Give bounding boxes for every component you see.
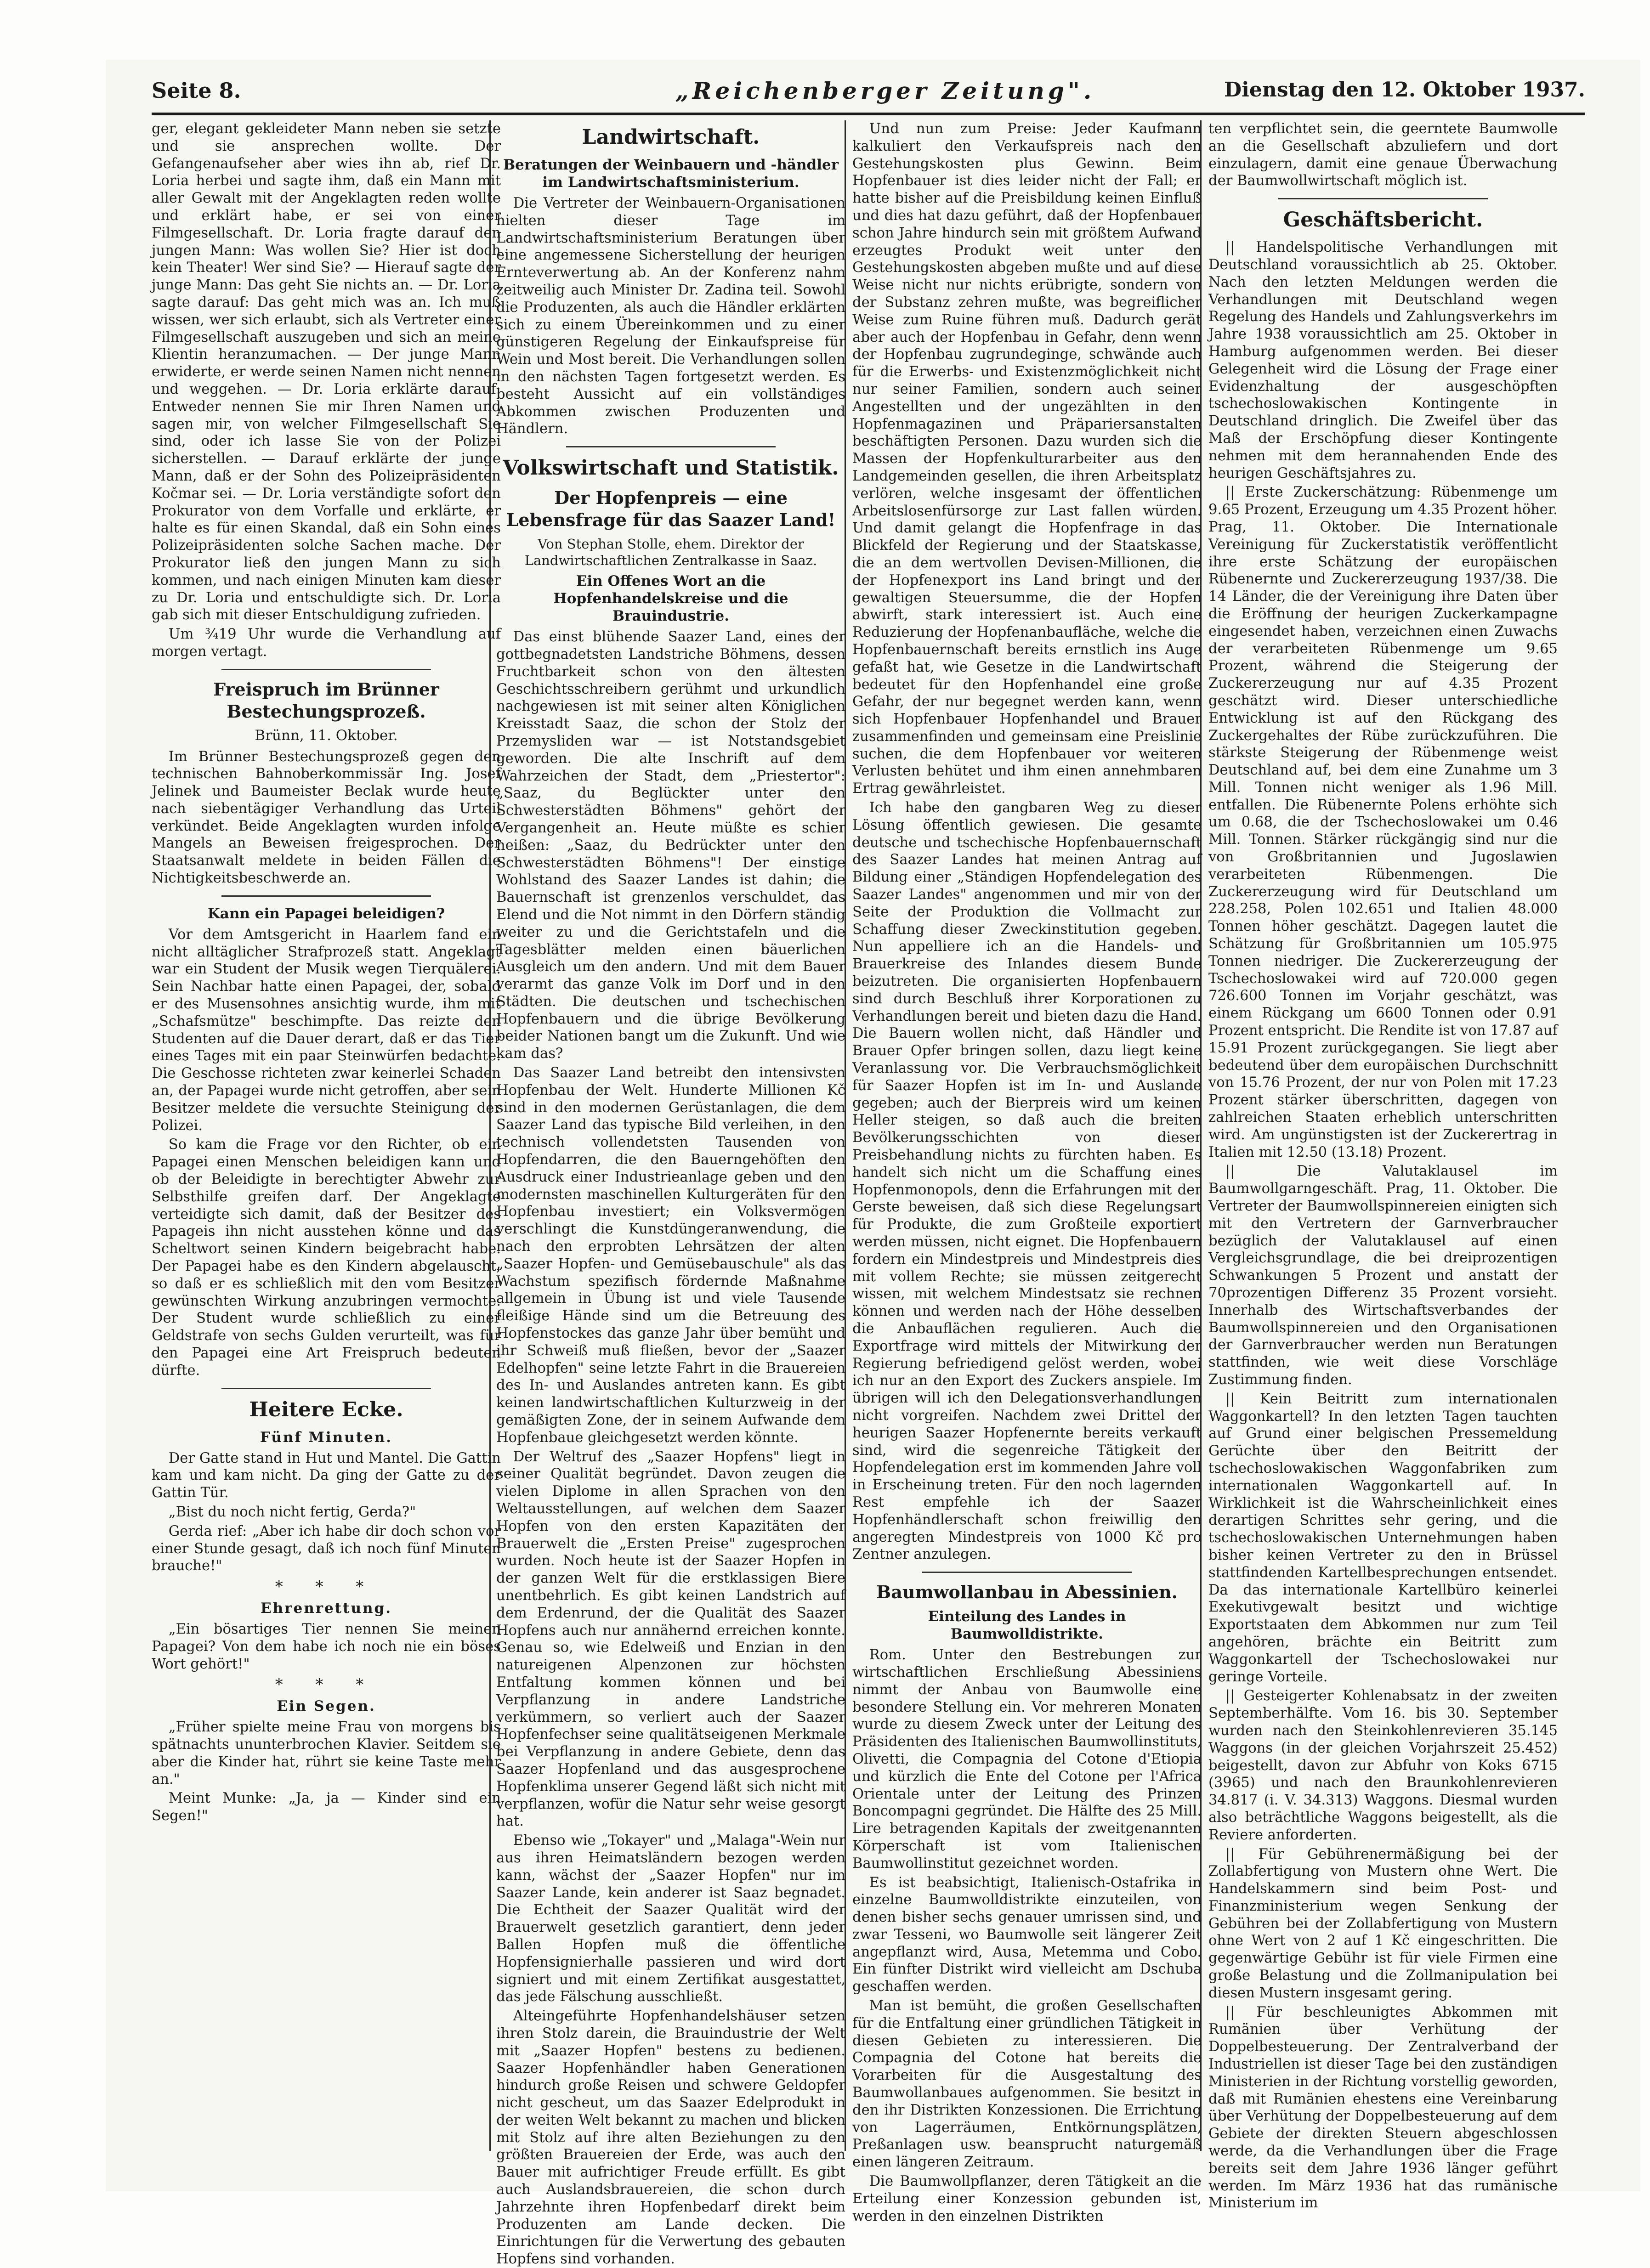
joke-title: Ehrenrettung. [260, 1600, 392, 1617]
page-number: Seite 8. [152, 78, 241, 103]
article-paragraph: Ebenso wie „Tokayer" und „Malaga"-Wein nur aus ihren Heimatsländern bezogen werden kann, wächst der „Saazer Hopfen" nur im Saazer Lande, kein anderer ist Saaz begnadet. Die Echtheit der Saazer Qualität wird der Brauerwelt gesetzlich garantiert, denn jeder Ballen Hopfen muß die öffentliche Hopfensignierhalle passieren und wird dort signiert und mit einem Zertifikat ausgestattet, das jede Fälschung ausschließt. [496, 1832, 845, 2005]
article-paragraph: ger, elegant gekleideter Mann neben sie setzte und sie ansprechen wollte. Der Gefangenaufseher aber wies ihn ab, rief Dr. Loria herbei und sagte ihm, daß ein Mann mit aller Gewalt mit der Angeklagten reden wollte und erklärt habe, er sei von einer Filmgesellschaft. Dr. Loria fragte darauf den jungen Mann: Was wollen Sie? Hier ist doch kein Theater! Wer sind Sie? — Hierauf sagte der junge Mann: Das geht Sie nichts an. — Dr. Loria sagte darauf: Das geht mich was an. Ich muß wissen, wer sich erlaubt, sich als Vertreter einer Filmgesellschaft auszugeben und sich an meine Klientin heranzumachen. — Der junge Mann erwiderte, er werde seinen Namen nicht nennen und weggehen. — Dr. Loria erklärte darauf: Entweder nennen Sie mir Ihren Namen und sagen mir, von welcher Filmgesellschaft Sie sind, oder ich lasse Sie von der Polizei sicherstellen. — Darauf erklärte der junge Mann, daß er der Sohn des Polizeipräsidenten Kočmar sei. — Dr. Loria verständigte sofort den Prokurator von dem Vorfalle und erklärte, er halte es für einen Skandal, daß ein Sohn eines Polizeipräsidenten solche Sachen mache. Der Prokurator ließ den jungen Mann zu sich kommen, und nach einigen Minuten kam dieser zu Dr. Loria und entschuldigte sich. Dr. Loria gab sich mit dieser Entschuldigung zufrieden. [152, 121, 501, 623]
article-paragraph: Rom. Unter den Bestrebungen zur wirtschaftlichen Erschließung Abessiniens nimmt der Anbau von Baumwolle eine besondere Stellung ein. Vor mehreren Monaten wurde zu diesem Zweck unter der Leitung des Präsidenten des Italienischen Baumwollinstituts, Olivetti, die Compagnia del Cotone d'Etiopia und kürzlich die Ente del Cotone per l'Africa Orientale unter der Leitung des Prinzen Boncompagni gegründet. Die Hälfte des 25 Mill. Lire betragenden Kapitals der zweitgenannten Körperschaft ist vom Italienischen Baumwollinstitut gezeichnet worden. [852, 1647, 1202, 1872]
article-paragraph: Der Gatte stand in Hut und Mantel. Die Gattin kam und kam nicht. Da ging der Gatte zu der Gattin Tür. [152, 1450, 501, 1501]
column-2 [496, 120, 845, 2268]
article-paragraph: || Erste Zuckerschätzung: Rübenmenge um 9.65 Prozent, Erzeugung um 4.35 Prozent höher. Prag, 11. Oktober. Die Internationale Vereinigung für Zuckerstatistik veröffentlicht ihre erste Schätzung der europäischen Rübenernte und Zuckererzeugung 1937/38. Die 14 Länder, die der Vereinigung ihre Daten über die Eröffnung der heurigen Zuckerkampagne eingesendet haben, verzeichnen einen Zuwachs der verarbeiteten Rübenmenge um 9.65 Prozent, während die Steigerung der Zuckererzeugung nur auf 4.35 Prozent geschätzt wird. Dieser unterschiedliche Entwicklung ist auf den Rückgang des Zuckergehaltes der Rübe zurückzuführen. Die stärkste Steigerung der Rübenmenge weist Deutschland auf, bei dem eine Zunahme um 3 Mill. Tonnen nicht weniger als 1.96 Mill. entfallen. Die Rübenernte Polens erhöhte sich um 0.68, die der Tschechoslowakei um 0.46 Mill. Tonnen. Stärker rückgängig sind nur die von Großbritannien und Jugoslawien verarbeiteten Rübenmengen. Die Zuckererzeugung wird für Deutschland um 228.258, Polen 102.651 und Italien 48.000 Tonnen höher geschätzt. Dagegen lautet die Schätzung für Großbritannien um 105.975 Tonnen niedriger. Die Zuckererzeugung der Tschechoslowakei wird auf 720.000 gegen 726.600 Tonnen im Vorjahr geschätzt, was einem Rückgang um 6600 Tonnen oder 0.91 Prozent entspricht. Die Rendite ist von 17.87 auf 15.91 Prozent zurückgegangen. Sie liegt aber bedeutend über dem europäischen Durchschnitt von 15.76 Prozent, der nur von Polen mit 17.23 Prozent stärker überschritten, dagegen von zahlreichen Staaten erheblich unterschritten wird. Am ungünstigsten ist der Zuckerertrag in Italien mit 12.50 (13.18) Prozent. [1208, 484, 1558, 1160]
joke-title: Ein Segen. [277, 1698, 376, 1715]
section-heading: Volkswirtschaft und Statistik. [503, 456, 839, 480]
article-headline: Beratungen der Weinbauern und -händler im Landwirtschaftsministerium. [503, 157, 839, 191]
article-divider [922, 1572, 1132, 1573]
article-paragraph: || Für beschleunigtes Abkommen mit Rumänien über Verhütung der Doppelbesteuerung. Der Zentralverband der Industriellen ist dieser Tage bei den zuständigen Ministerien in der Richtung vorstellig geworden, daß mit Rumänien ehestens eine Vereinbarung über Verhütung der Doppelbesteuerung auf dem Gebiete der direkten Steuern abgeschlossen werde, da die Verhandlungen über die Frage bereits seit dem Jahre 1936 länger geführt werden. Im März 1936 hat das rumänische Ministerium im [1208, 2004, 1558, 2211]
article-subheadline: Ein Offenes Wort an die Hopfenhandelskreise und die Brauindustrie. [553, 573, 788, 625]
section-heading: Heitere Ecke. [249, 1397, 403, 1421]
article-paragraph: Und nun zum Preise: Jeder Kaufmann kalkuliert den Verkaufspreis nach den Gestehungskosten plus Gewinn. Beim Hopfenbauer ist dies leider nicht der Fall; er hatte bisher auf die Preisbildung keinen Einfluß und dies hat dazu geführt, daß der Hopfenbauer schon Jahre hindurch sein mit größtem Aufwand erzeugtes Produkt weit unter den Gestehungskosten abgeben mußte und auf diese Weise nicht nur nichts erübrigte, sondern von der Substanz zehren mußte, was begreiflicher Weise zum Ruine führen muß. Dadurch gerät aber auch der Hopfenbau in Gefahr, denn wenn der Hopfenbau zugrundeginge, schwände auch für die Erwerbs- und Existenzmöglichkeit nicht nur seiner Familien, sondern auch seiner Angestellten und der ungezählten in den Hopfenmagazinen und Präpariersanstalten beschäftigten Personen. Dazu wurden sich die Massen der Hopfenkulturarbeiter aus den Landgemeinden gesellen, die ihren Arbeitsplatz verlören, welche insgesamt der öffentlichen Arbeitslosenfürsorge zur Last fallen würden. Und damit gelangt die Hopfenfrage in das Blickfeld der Regierung und der Staatskasse, die an dem wertvollen Devisen-Millionen, die der Hopfenexport ins Land bringt und der gewaltigen Steuersumme, die der Hopfen abwirft, stark interessiert ist. Auch eine Reduzierung der Hopfenanbaufläche, welche die Hopfenbauernschaft bereits ernstlich ins Auge gefaßt hat, wie Gesetze in die Landwirtschaft bedeutet für den Hopfenhandel eine große Gefahr, der nur begegnet werden kann, wenn sich Hopfenbauer Hopfenhandel und Brauer zusammenfinden und gemeinsam eine Preislinie suchen, die dem Hopfenbauer vor weiteren Verlusten behütet und ihm einen annehmbaren Ertrag gewährleistet. [852, 121, 1202, 797]
column-1 [152, 120, 501, 1824]
section-heading: Geschäftsbericht. [1283, 208, 1483, 232]
article-subheadline: Einteilung des Landes in Baumwolldistrikte. [928, 1608, 1126, 1643]
article-divider [221, 669, 431, 670]
article-paragraph: Man ist bemüht, die großen Gesellschaften für die Entfaltung einer gründlichen Tätigkeit in diesen Gebieten zu interessieren. Die Compagnia del Cotone hat bereits die Vorarbeiten für die Ausgestaltung des Baumwollanbaues aufgenommen. Sie besitzt in den ihr Distrikten Konzessionen. Die Errichtung von Lagerräumen, Entkörnungsplätzen, Preßanlagen usw. beansprucht naturgemäß einen längeren Zeitraum. [852, 1998, 1202, 2171]
asterism: * * * [275, 1578, 378, 1596]
column-4 [1208, 120, 1558, 2211]
article-headline: Freispruch im Brünner Bestechungsprozeß. [213, 679, 439, 722]
column-3 [852, 120, 1202, 2224]
article-paragraph: Gerda rief: „Aber ich habe dir doch schon vor einer Stunde gesagt, daß ich noch fünf Minuten brauche!" [152, 1523, 501, 1574]
article-divider [221, 1388, 431, 1389]
article-paragraph: ten verpflichtet sein, die geerntete Baumwolle an die Gesellschaft abzuliefern und dort einzulagern, damit eine genaue Überwachung der Baumwollwirtschaft möglich ist. [1208, 121, 1558, 189]
dateline: Brünn, 11. Oktober. [255, 727, 398, 744]
article-paragraph: || Kein Beitritt zum internationalen Waggonkartell? In den letzten Tagen tauchten auf Grund einer belgischen Pressemeldung Gerüchte über den Beitritt der tschechoslowakischen Waggonfabriken zum internationalen Waggonkartell auf. In Wirklichkeit ist die Wahrscheinlichkeit eines derartigen Schrittes sehr gering, und die tschechoslowakischen Unternehmungen haben bisher keinen Vertreter zu den in Brüssel stattfindenden Kartellbesprechungen entsendet. Da das internationale Kartellbüro keinerlei Exekutivgewalt besitzt und wichtige Exportstaaten dem Abkommen nur zum Teil angehören, brächte ein Beitritt zum Waggonkartell der Tschechoslowakei nur geringe Vorteile. [1208, 1391, 1558, 1685]
article-paragraph: „Bist du noch nicht fertig, Gerda?" [168, 1504, 416, 1520]
article-paragraph: || Für Gebührenermäßigung bei der Zollabfertigung von Mustern ohne Wert. Die Handelskammern sind beim Post- und Finanzministerium wegen Senkung der Gebühren bei der Zollabfertigung von Mustern ohne Wert von 2 auf 1 Kč eingeschritten. Die gegenwärtige Gebühr ist für viele Firmen eine große Belastung und die Zollmanipulation bei diesen Mustern insgesamt gering. [1208, 1846, 1558, 2001]
issue-date: Dienstag den 12. Oktober 1937. [1224, 78, 1585, 102]
article-divider [221, 895, 431, 897]
article-paragraph: Vor dem Amtsgericht in Haarlem fand ein nicht alltäglicher Strafprozeß statt. Angeklagt war ein Student der Musik wegen Tierquälerei. Sein Nachbar hatte einen Papagei, der, sobald er des Musensohnes ansichtig wurde, ihm mit „Schafsmütze" beschimpfte. Das reizte den Studenten auf die Dauer derart, daß er das Tier eines Tages mit ein paar Steinwürfen bedachte. Die Geschosse richteten zwar keinerlei Schaden an, der Papagei wurde nicht getroffen, aber sein Besitzer meldete die versuchte Steinigung der Polizei. [152, 926, 501, 1134]
newspaper-title: „Reichenberger Zeitung". [675, 77, 1095, 104]
article-paragraph: Im Brünner Bestechungsprozeß gegen den technischen Bahnoberkommissär Ing. Josef Jelinek und Baumeister Beclak wurde heute nach siebentägiger Verhandlung das Urteil verkündet. Beide Angeklagten wurden infolge Mangels an Beweisen freigesprochen. Der Staatsanwalt meldete in beiden Fällen die Nichtigkeitsbeschwerde an. [152, 748, 501, 887]
article-headline: Baumwollanbau in Abessinien. [876, 1582, 1178, 1603]
article-paragraph: Das Saazer Land betreibt den intensivsten Hopfenbau der Welt. Hunderte Millionen Kč sind in den modernen Gerüstanlagen, die dem Saazer Land das typische Bild verleihen, in den technisch vollendetsten Tausenden von Hopfendarren, die den Bauerngehöften den Ausdruck einer Industrieanlage geben und den modernsten maschinellen Kulturgeräten für den Hopfenbau investiert; ein Volksvermögen verschlingt die Kunstdüngeranwendung, die nach den erprobten Lehrsätzen der alten „Saazer Hopfen- und Gemüsebauschule" als das Wachstum spezifisch fördernde Maßnahme allgemein in Übung ist und viele Tausende fleißige Hände sind um die Betreuung des Hopfenstockes das ganze Jahr über bemüht und ihr Schweiß muß fließen, bevor der „Saazer Edelhopfen" seine letzte Fahrt in die Brauereien des In- und Auslandes antreten kann. Es gibt keinen landwirtschaftlichen Kulturzweig in der gemäßigten Zone, der in seinem Aufwande dem Hopfenbaue gleichgesetzt werden könnte. [496, 1065, 845, 1446]
joke-title: Fünf Minuten. [260, 1429, 393, 1446]
article-paragraph: „Ein bösartiges Tier nennen Sie meinen Papagei? Von dem habe ich noch nie ein böses Wort gehört!" [152, 1621, 501, 1672]
article-paragraph: Der Weltruf des „Saazer Hopfens" liegt in seiner Qualität begründet. Davon zeugen die vielen Diplome in allen Sprachen von den Weltausstellungen, auf welchen dem Saazer Hopfen von den ersten Kapazitäten der Brauerwelt die „Ersten Preise" zugesprochen wurden. Noch heute ist der Saazer Hopfen in der ganzen Welt für die erstklassigen Biere unentbehrlich. Es gibt keinen Landstrich auf dem Erdenrund, der die Qualität des Saazer Hopfens auch nur annähernd erreichen konnte. Genau so, wie Edelweiß und Enzian in den natureigenen Alpenzonen zur höchsten Entfaltung kommen können und bei Verpflanzung in andere Landstriche verkümmern, so verliert auch der Saazer Hopfenfechser seine qualitätseigenen Merkmale bei Verpflanzung in andere Gebiete, denn das Saazer Hopfenland und das ausgesprochene Hopfenklima unserer Gegend läßt sich nicht mit verpflanzen, wofür die Natur sehr weise gesorgt hat. [496, 1448, 845, 1830]
article-paragraph: Die Vertreter der Weinbauern-Organisationen hielten dieser Tage im Landwirtschaftsministerium Beratungen über eine angemessene Sicherstellung der heurigen Ernteverwertung ab. An der Konferenz nahm zeitweilig auch Minister Dr. Zadina teil. Sowohl die Produzenten, als auch die Händler erklärten sich zu einem Übereinkommen und zu einer günstigeren Regelung der Einkaufspreise für Wein und Most bereit. Die Verhandlungen sollen in den nächsten Tagen fortgesetzt werden. Es besteht Aussicht auf ein vollständiges Abkommen zwischen Produzenten und Händlern. [496, 195, 845, 437]
header-rule [152, 113, 1585, 115]
article-paragraph: || Handelspolitische Verhandlungen mit Deutschland voraussichtlich ab 25. Oktober. Nach den letzten Meldungen werden die Verhandlungen mit Deutschland wegen Regelung des Handels und Zahlungsverkehrs im Jahre 1938 voraussichtlich am 25. Oktober in Hamburg aufgenommen werden. Bei dieser Gelegenheit wird die Lösung der Frage einer Evidenzhaltung der ausgeschöpften tschechoslowakischen Kontingente in Deutschland dringlich. Die Zweifel über das Maß der Erschöpfung dieser Kontingente nehmen mit dem herannahenden Ende des heurigen Geschäftsjahres zu. [1208, 239, 1558, 481]
article-paragraph: Meint Munke: „Ja, ja — Kinder sind ein Segen!" [152, 1790, 501, 1824]
article-divider [1278, 198, 1488, 199]
page-header [152, 69, 1585, 110]
article-paragraph: „Früher spielte meine Frau von morgens bis spätnachts ununterbrochen Klavier. Seitdem sie aber die Kinder hat, rührt sie keine Taste mehr an." [152, 1719, 501, 1787]
article-paragraph: || Gesteigerter Kohlenabsatz in der zweiten Septemberhälfte. Vom 16. bis 30. September wurden nach den Steinkohlenrevieren 35.145 Waggons (in der gleichen Vorjahrszeit 25.452) beigestellt, davon zur Abfuhr von Koks 6715 (3965) und nach den Braunkohlenrevieren 34.817 (i. V. 34.313) Waggons. Diesmal wurden also beträchtliche Waggons beigestellt, als die Reviere anforderten. [1208, 1688, 1558, 1843]
article-headline: Kann ein Papagei beleidigen? [207, 905, 445, 922]
article-paragraph: So kam die Frage vor den Richter, ob ein Papagei einen Menschen beleidigen kann und ob der Beleidigte in berechtigter Abwehr zur Selbsthilfe greifen darf. Der Angeklagte verteidigte sich damit, daß der Besitzer des Papageis ihn nicht ausstehen könne und das Scheltwort seinen Kindern beigebracht habe. Der Papagei habe es den Kindern abgelauscht, so daß er es schließlich mit den vom Besitzer gewünschten Wirkung anzubringen vermochte. Der Student wurde schließlich zu einer Geldstrafe von sechs Gulden verurteilt, was für den Papagei eine Art Freispruch bedeuten dürfte. [152, 1137, 501, 1379]
article-paragraph: Ich habe den gangbaren Weg zu dieser Lösung öffentlich gewiesen. Die gesamte deutsche und tschechische Hopfenbauernschaft des Saazer Landes hat meinen Antrag auf Bildung einer „Ständigen Hopfendelegation des Saazer Landes" angenommen und mir von der Seite der Produktion die Vollmacht zur Schaffung dieser Zweckinstitution gegeben. Nun appelliere ich an die Handels- und Brauerkreise des Inlandes diesem Bunde beizutreten. Die organisierten Hopfenbauern sind durch Beschluß ihrer Korporationen zu Verhandlungen bereit und bieten dazu die Hand. Die Bauern wollen nicht, daß Händler und Brauer Opfer bringen sollen, dazu liegt keine Veranlassung vor. Die Verbrauchsmöglichkeit für Saazer Hopfen ist im In- und Auslande gegeben; auch der Bierpreis wird um keinen Heller steigen, so daß auch die breiten Bevölkerungsschichten von dieser Preisbehandlung nichts zu fürchten haben. Es handelt sich nicht um die Schaffung eines Hopfenmonopols, denn die Erfahrungen mit der Gerste beweisen, daß sich diese Regelungsart für Produkte, die zum Großteile exportiert werden müssen, nicht eignet. Die Hopfenbauern fordern ein Mindestpreis und Mindestpreis dies mit vollem Rechte; sie müssen zeitgerecht wissen, mit welchem Mindestsatz sie rechnen können und werden nach der Höhe desselben die Anbauflächen regulieren. Auch die Exportfrage wird mittels der Mitwirkung der Regierung befriedigend gelöst werden, wobei ich nur an den Export des Zuckers anspiele. Im übrigen will ich den Delegationsverhandlungen nicht vorgreifen. Nachdem zwei Drittel der heurigen Saazer Hopfenernte bereits verkauft sind, wird die segenreiche Tätigkeit der Hopfendelegation erst im kommenden Jahre voll in Erscheinung treten. Für den noch lagernden Rest empfehle ich der Saazer Hopfenhändlerschaft schon freiwillig den angeregten Mindestpreis von 1000 Kč pro Zentner anzulegen. [852, 800, 1202, 1563]
article-paragraph: Das einst blühende Saazer Land, eines der gottbegnadetsten Landstriche Böhmens, dessen Fruchtbarkeit schon von den ältesten Geschichtsschreibern gerühmt und urkundlich nachgewiesen ist mit seiner alten Königlichen Kreisstadt Saaz, die schon der Stolz der Przemysliden war — ist Notstandsgebiet geworden. Die alte Inschrift auf dem Wahrzeichen der Stadt, dem „Priestertor": „Saaz, du Beglückter unter den Schwesterstädten Böhmens" gehört der Vergangenheit an. Heute müßte es schier heißen: „Saaz, du Bedrückter unter den Schwesterstädten Böhmens"! Der einstige Wohlstand des Saazer Landes ist dahin; die Bauernschaft ist grenzenlos verschuldet, das Elend und die Not nimmt in den Dörfern ständig weiter zu und die Gerichtstafeln und die Tagesblätter melden einen bäuerlichen Ausgleich um den andern. Und mit dem Bauer verarmt das ganze Volk im Dorf und in den Städten. Die deutschen und tschechischen Hopfenbauern und die übrige Bevölkerung beider Nationen bangt um die Zukunft. Und wie kam das? [496, 629, 845, 1062]
asterism: * * * [275, 1675, 378, 1694]
article-headline: Der Hopfenpreis — eine Lebensfrage für das Saazer Land! [506, 487, 836, 531]
article-paragraph: Die Baumwollpflanzer, deren Tätigkeit an die Erteilung einer Konzession gebunden ist, werden in den einzelnen Distrikten [852, 2173, 1202, 2224]
section-heading: Landwirtschaft. [582, 125, 760, 149]
article-paragraph: Alteingeführte Hopfenhandelshäuser setzen ihren Stolz darein, die Brauindustrie der Welt mit „Saazer Hopfen" bestens zu bedienen. Saazer Hopfenhändler haben Generationen hindurch große Reisen und schwere Geldopfer nicht gescheut, um das Saazer Edelprodukt in der weiten Welt bekannt zu machen und blicken mit Stolz auf ihre alten Beziehungen zu den größten Brauereien der Erde, was auch den Bauer mit aufrichtiger Freude erfüllt. Es gibt auch Auslandsbrauereien, die schon durch Jahrzehnte ihren Hopfenbedarf direkt beim Produzenten am Lande decken. Die Einrichtungen für die Verwertung des gebauten Hopfens sind vorhanden. [496, 2008, 845, 2268]
article-paragraph: Es ist beabsichtigt, Italienisch-Ostafrika in einzelne Baumwolldistrikte einzuteilen, von denen bisher sechs genauer umrissen sind, und zwar Tesseni, wo Baumwolle seit längerer Zeit angepflanzt wird, Ausa, Metemma und Cobo. Ein fünfter Distrikt wird vielleicht am Dschuba geschaffen werden. [852, 1874, 1202, 1995]
byline: Von Stephan Stolle, ehem. Direktor der Landwirtschaftlichen Zentralkasse in Saaz. [524, 536, 817, 569]
article-divider [566, 446, 776, 447]
article-paragraph: Um ¾19 Uhr wurde die Verhandlung auf morgen vertagt. [152, 626, 501, 660]
article-paragraph: || Die Valutaklausel im Baumwollgarngeschäft. Prag, 11. Oktober. Die Vertreter der Baumwollspinnereien einigten sich mit den Vertretern der Garnverbraucher bezüglich der Valutaklausel auf einen Vergleichsgrundlage, die bei dreiprozentigen Schwankungen 5 Prozent und anstatt der 70prozentigen Differenz 35 Prozent vorsieht. Innerhalb des Wirtschaftsverbandes der Baumwollspinnereien und den Organisationen der Garnverbraucher werden nun Beratungen stattfinden, wie weit diese Vorschläge Zustimmung finden. [1208, 1163, 1558, 1388]
